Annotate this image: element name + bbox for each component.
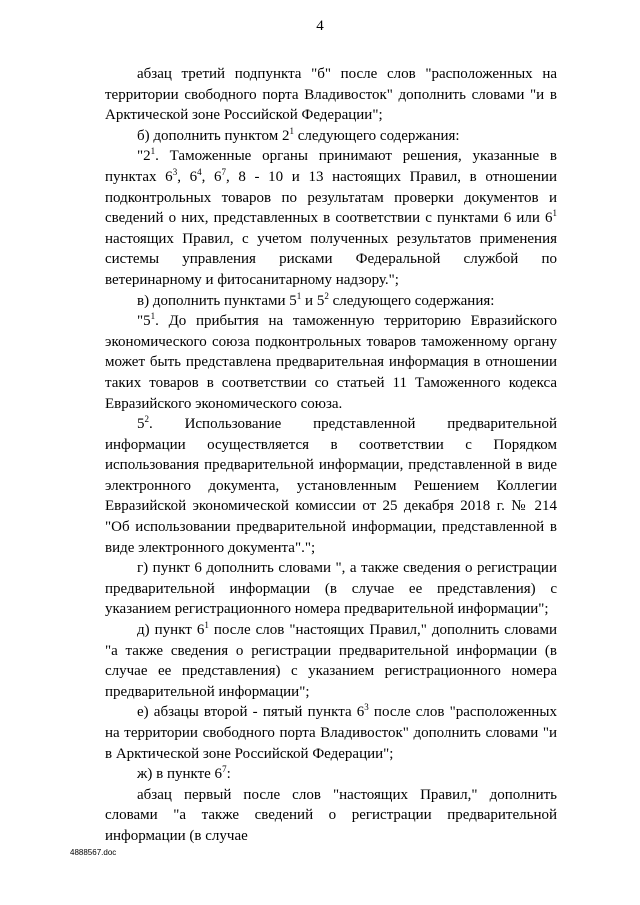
paragraph: абзац третий подпункта "б" после слов "расположенных на территории свободного порта Владивосток" дополнить словами "и в Арктической зоне Российской Федерации"; <box>105 66 557 124</box>
paragraph: ж) в пункте $6^7$: <box>137 764 231 783</box>
paragraph: б) дополнить пунктом $2^1$ следующего содержания: <box>137 125 460 144</box>
paragraph: в) дополнить пунктами $5^1$ и $5^2$ следующего содержания: <box>137 290 495 309</box>
paragraph: "$5^1$. До прибытия на таможенную территорию Евразийского экономического союза подконтрольных товаров таможенному органу может быть представлена предварительная информация в отношении таких товаров в соответствии со статьей 11 Таможенного кодекса Евразийского экономического союза. <box>105 311 557 412</box>
page-number: 4 <box>316 18 324 34</box>
paragraph: г) пункт 6 дополнить словами ", а также сведения о регистрации предварительной информации (в случае ее представления) с указанием регистрационного номера предварительной информации"; <box>105 560 557 618</box>
paragraph: д) пункт $6^1$ после слов "настоящих Правил," дополнить словами "а также сведения о регистрации предварительной информации (в случае ее представления) с указанием регистрационного номера предварительной информации"; <box>105 620 557 700</box>
paragraph: "$2^1$. Таможенные органы принимают решения, указанные в пунктах $6^3$, $6^4$, $6^7$, 8 - 10 и 13 настоящих Правил, в отношении подконтрольных товаров по результатам проверки документов и сведений о них, представленных в соответствии с пунктами 6 или $6^1$ настоящих Правил, с учетом полученных результатов применения системы управления рисками Федеральной службой по ветеринарному и фитосанитарному надзору."; <box>105 146 557 288</box>
document-body <box>105 64 557 847</box>
paragraph: е) абзацы второй - пятый пункта $6^3$ после слов "расположенных на территории свободного порта Владивосток" дополнить словами "и в Арктической зоне Российской Федерации"; <box>105 702 557 762</box>
paragraph: абзац первый после слов "настоящих Правил," дополнить словами "а также сведений о регистрации предварительной информации (в случае <box>105 786 557 844</box>
paragraph: $5^2$. Использование представленной предварительной информации осуществляется в соответствии с Порядком использования предварительной информации, представленной в виде электронного документа, установленным Решением Коллегии Евразийской экономической комиссии от 25 декабря 2018 г. № 214 "Об использовании предварительной информации, представленной в виде электронного документа"."; <box>105 414 557 556</box>
document-filename: 4888567.doc <box>70 848 117 857</box>
